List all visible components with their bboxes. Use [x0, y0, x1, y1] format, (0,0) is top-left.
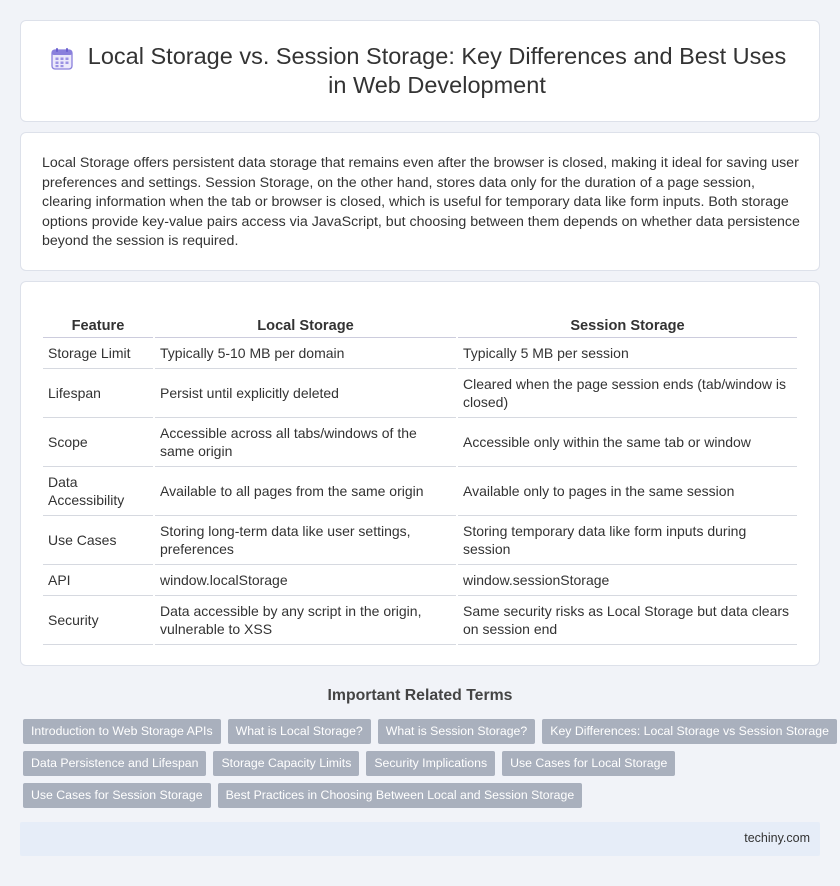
table-row	[43, 369, 797, 418]
table-row	[43, 418, 797, 467]
page-title: Local Storage vs. Session Storage: Key Differences and Best Uses in Web Development	[87, 43, 787, 98]
related-term-chip[interactable]: Introduction to Web Storage APIs	[23, 719, 221, 744]
related-term-chip[interactable]: What is Session Storage?	[378, 719, 536, 744]
feature-cell: Security	[43, 596, 153, 645]
feature-cell: Data Accessibility	[43, 467, 153, 516]
header-local-storage: Local Storage	[155, 314, 456, 338]
intro-paragraph: Local Storage offers persistent data storage that remains even after the browser is closed, making it ideal for saving user preferences and settings. Session Storage, on the other hand, stores data only for the duration of a page session, clearing information when the tab or browser is closed, which is useful for temporary data like form inputs. Both storage options provide key-value pairs access via JavaScript, but choosing between them depends on whether data persistence beyond the session is required.	[42, 155, 800, 250]
table-row	[43, 467, 797, 516]
related-term-chip[interactable]: Security Implications	[366, 751, 495, 776]
session-cell: Cleared when the page session ends (tab/window is closed)	[458, 369, 797, 418]
related-term-chip[interactable]: Use Cases for Session Storage	[23, 783, 211, 808]
feature-cell: Storage Limit	[43, 338, 153, 369]
table-row	[43, 338, 797, 369]
feature-cell: Lifespan	[43, 369, 153, 418]
session-cell: Available only to pages in the same session	[458, 467, 797, 516]
session-cell: window.sessionStorage	[458, 565, 797, 596]
header-card	[20, 20, 820, 122]
intro-card	[20, 132, 820, 271]
footer	[20, 822, 820, 856]
header-session-storage: Session Storage	[458, 314, 797, 338]
session-cell: Same security risks as Local Storage but data clears on session end	[458, 596, 797, 645]
comparison-table	[41, 314, 799, 645]
feature-cell: API	[43, 565, 153, 596]
local-cell: Available to all pages from the same origin	[155, 467, 456, 516]
related-term-chip[interactable]: Best Practices in Choosing Between Local and Session Storage	[218, 783, 583, 808]
related-term-chip[interactable]: Data Persistence and Lifespan	[23, 751, 206, 776]
brand-name[interactable]: techiny.com	[744, 831, 810, 845]
related-terms-row	[23, 719, 837, 744]
local-cell: Persist until explicitly deleted	[155, 369, 456, 418]
session-cell: Accessible only within the same tab or window	[458, 418, 797, 467]
header-feature: Feature	[43, 314, 153, 338]
feature-cell: Scope	[43, 418, 153, 467]
session-cell: Typically 5 MB per session	[458, 338, 797, 369]
session-cell: Storing temporary data like form inputs during session	[458, 516, 797, 565]
local-cell: Typically 5-10 MB per domain	[155, 338, 456, 369]
feature-cell: Use Cases	[43, 516, 153, 565]
related-term-chip[interactable]: Key Differences: Local Storage vs Session Storage	[542, 719, 837, 744]
related-term-chip[interactable]: Use Cases for Local Storage	[502, 751, 675, 776]
comparison-card	[20, 281, 820, 666]
related-term-chip[interactable]: Storage Capacity Limits	[213, 751, 359, 776]
local-cell: window.localStorage	[155, 565, 456, 596]
related-terms-row	[23, 783, 582, 808]
local-cell: Storing long-term data like user settings, preferences	[155, 516, 456, 565]
table-row	[43, 565, 797, 596]
table-header-row	[43, 314, 797, 338]
related-terms-heading: Important Related Terms	[327, 687, 513, 704]
table-row	[43, 596, 797, 645]
related-term-chip[interactable]: What is Local Storage?	[228, 719, 371, 744]
table-row	[43, 516, 797, 565]
local-cell: Data accessible by any script in the origin, vulnerable to XSS	[155, 596, 456, 645]
related-terms-row	[23, 751, 675, 776]
local-cell: Accessible across all tabs/windows of the same origin	[155, 418, 456, 467]
